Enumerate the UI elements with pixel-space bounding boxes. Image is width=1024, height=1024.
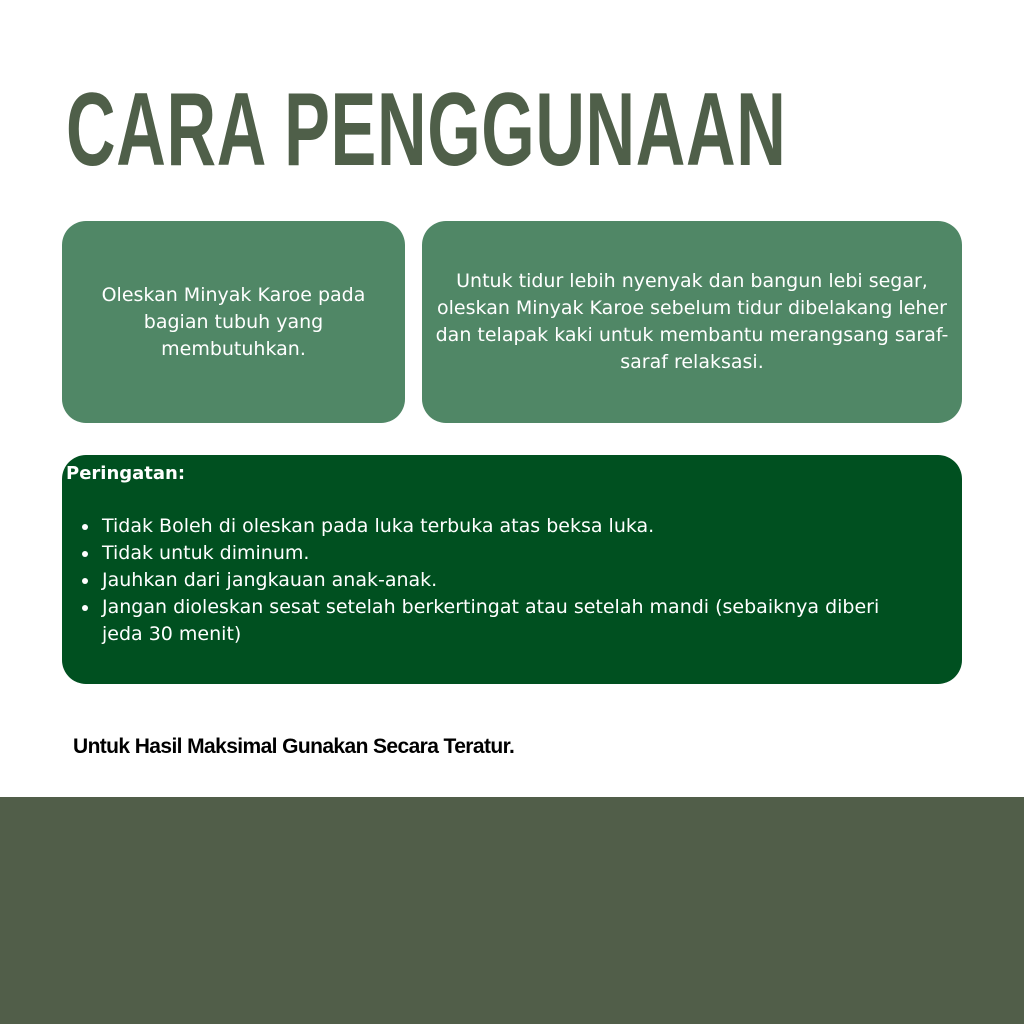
usage-card-2 (422, 221, 962, 423)
usage-card-2-text: Untuk tidur lebih nyenyak dan bangun lebi segar, oleskan Minyak Karoe sebelum tidur dibelakang leher dan telapak kaki untuk membantu merangsang saraf-saraf relaksasi. (435, 270, 949, 373)
footer-note: Untuk Hasil Maksimal Gunakan Secara Teratur. (73, 735, 515, 758)
warning-item: • Tidak untuk diminum. (100, 540, 922, 567)
warning-heading: Peringatan: (66, 463, 186, 484)
page-title: CARA PENGGUNAAN (66, 72, 787, 188)
usage-card-1-text: Oleskan Minyak Karoe pada bagian tubuh yang membutuhkan. (101, 283, 366, 360)
bottom-band (0, 797, 1024, 1024)
usage-card-1 (62, 221, 405, 423)
warning-box (62, 455, 962, 684)
warning-list (66, 513, 922, 648)
warning-item: • Jangan dioleskan sesat setelah berkertingat atau setelah mandi (sebaiknya diberi jeda 30 menit) (100, 594, 922, 648)
warning-item: • Jauhkan dari jangkauan anak-anak. (100, 567, 922, 594)
warning-item: • Tidak Boleh di oleskan pada luka terbuka atas beksa luka. (100, 513, 922, 540)
